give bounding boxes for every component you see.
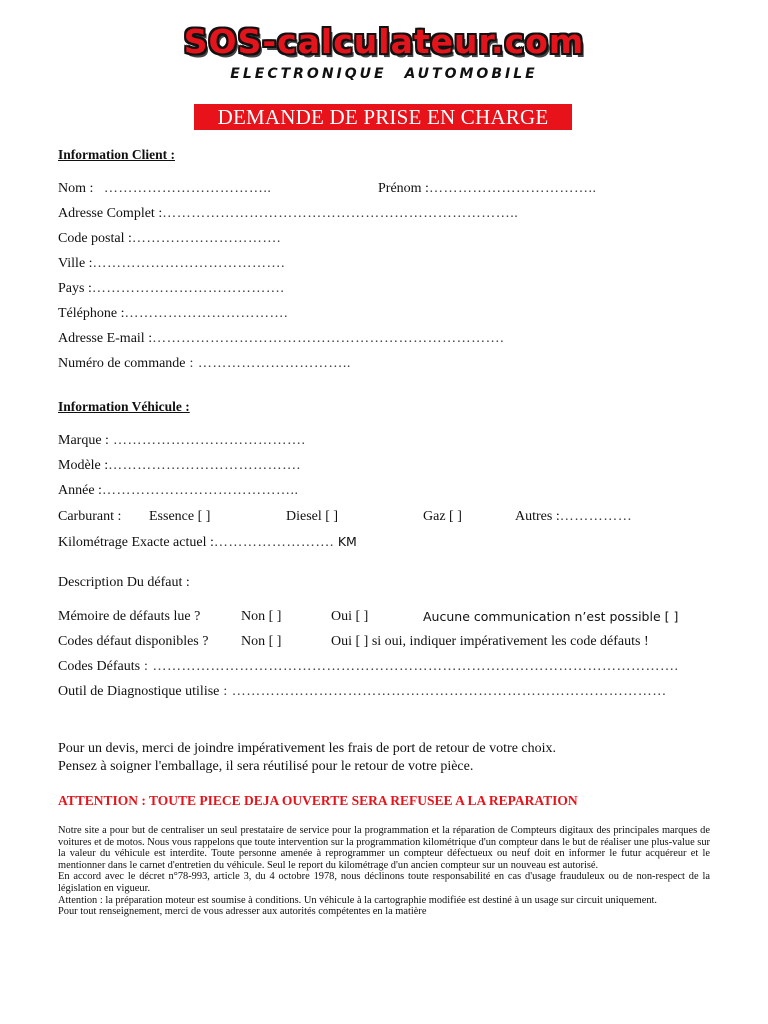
codes-defauts-sep: :	[140, 659, 149, 674]
aucune-communication-checkbox[interactable]: Aucune communication n’est possible [ ]	[423, 609, 679, 624]
memoire-label: Mémoire de défauts lue ?	[58, 609, 201, 624]
ville-field	[58, 256, 285, 272]
memoire-oui-checkbox[interactable]: Oui [ ]	[331, 609, 369, 624]
telephone-field	[58, 306, 288, 322]
codes-defauts-label: Codes Défauts	[58, 659, 141, 674]
autres-label: Autres :	[515, 509, 560, 524]
form-title: DEMANDE DE PRISE EN CHARGE	[194, 104, 572, 130]
outil-sep: :	[219, 684, 228, 699]
marque-dots: ………………………………….	[108, 433, 306, 448]
legal-text	[58, 825, 710, 918]
devis-line-2: Pensez à soigner l'emballage, il sera réutilisé pour le retour de votre pièce.	[58, 759, 474, 774]
email-dots: ……………………………………………………………….	[152, 331, 505, 346]
km-label: Kilométrage Exacte actuel :	[58, 535, 214, 550]
diesel-checkbox[interactable]: Diesel [ ]	[286, 509, 339, 524]
modele-label: Modèle :	[58, 458, 109, 473]
marque-label: Marque :	[58, 433, 109, 448]
adresse-field	[58, 206, 518, 222]
codes-dispo-oui-checkbox[interactable]: Oui [ ] si oui, indiquer impérativement les code défauts !	[331, 634, 649, 649]
modele-field	[58, 458, 301, 474]
code-postal-label: Code postal :	[58, 231, 132, 246]
pays-dots: ………………………………….	[91, 281, 285, 296]
email-label: Adresse E-mail :	[58, 331, 153, 346]
km-unit: KM	[333, 534, 357, 549]
telephone-dots: …………………………….	[124, 306, 288, 321]
legal-paragraph-3: Attention : la préparation moteur est soumise à conditions. Un véhicule à la cartographie modifiée est destiné à un usage sur circuit uniquement.	[58, 894, 658, 906]
code-postal-field	[58, 231, 281, 247]
pays-label: Pays :	[58, 281, 92, 296]
legal-paragraph-2: En accord avec le décret n°78-993, article 3, du 4 octobre 1978, nous déclinons toute responsabilité en cas d'usage frauduleux ou de non-respect de la législation en vigueur.	[58, 871, 710, 894]
annee-label: Année :	[58, 483, 102, 498]
devis-line-1: Pour un devis, merci de joindre impérativement les frais de port de retour de votre choix.	[58, 741, 557, 756]
outil-diagnostique-field	[58, 684, 667, 700]
email-field	[58, 331, 504, 347]
prenom-field	[378, 181, 596, 197]
telephone-label: Téléphone :	[58, 306, 125, 321]
marque-field	[58, 433, 305, 449]
nom-field	[58, 181, 271, 197]
km-field	[58, 534, 357, 551]
ville-dots: ………………………………….	[92, 256, 286, 271]
ville-label: Ville :	[58, 256, 93, 271]
codes-dispo-label: Codes défaut disponibles ?	[58, 634, 209, 649]
codes-dispo-non-checkbox[interactable]: Non [ ]	[241, 634, 282, 649]
description-defaut-label: Description Du défaut :	[58, 575, 190, 590]
prenom-label: Prénom :	[378, 181, 429, 196]
outil-label: Outil de Diagnostique utilise	[58, 684, 220, 699]
pays-field	[58, 281, 284, 297]
logo-subtitle: ELECTRONIQUE AUTOMOBILE	[230, 66, 538, 82]
prenom-dots: ……………………………..	[428, 181, 597, 196]
legal-paragraph-4: Pour tout renseignement, merci de vous adresser aux autorités compétentes en la matière	[58, 906, 427, 918]
carburant-label: Carburant :	[58, 509, 122, 524]
essence-checkbox[interactable]: Essence [ ]	[149, 509, 211, 524]
modele-dots: ………………………………….	[108, 458, 301, 473]
annee-field	[58, 483, 298, 499]
commande-label: Numéro de commande	[58, 356, 186, 371]
commande-sep: :	[185, 356, 194, 371]
site-logo: SOS-calculateur.com	[183, 22, 585, 61]
outil-dots: ………………………………………………………………………………	[227, 684, 667, 699]
client-section-title: Information Client :	[58, 147, 175, 162]
memoire-non-checkbox[interactable]: Non [ ]	[241, 609, 282, 624]
km-dots: …………………….	[213, 535, 334, 550]
nom-label: Nom :	[58, 181, 94, 196]
commande-dots: …………………………..	[193, 356, 351, 371]
gaz-checkbox[interactable]: Gaz [ ]	[423, 509, 462, 524]
commande-field	[58, 356, 351, 372]
codes-defauts-dots: ……………………………………………………………………………………………….	[148, 659, 679, 674]
vehicule-section-title: Information Véhicule :	[58, 399, 190, 414]
legal-paragraph-1: Notre site a pour but de centraliser un seul prestataire de service pour la programmation et la réparation de Compteurs digitaux des principales marques de voitures et de motos. Nous vous rappelons que toute intervention sur la programmation kilométrique d'un compteur dans le but de réaliser une plus-value sur la valeur du véhicule est interdite. Toute personne amenée à reprogrammer un compteur défectueux ou neuf doit en informer le futur acquéreur et le mentionner dans le carnet d'entretien du véhicule. Seul le report du kilométrage d'un ancien compteur sur un nouveau est autorisé.	[58, 825, 710, 871]
codes-defauts-field	[58, 659, 678, 675]
adresse-dots: ………………………………………………………………..	[162, 206, 519, 221]
attention-warning: ATTENTION : TOUTE PIECE DEJA OUVERTE SERA REFUSEE A LA REPARATION	[58, 793, 578, 808]
adresse-label: Adresse Complet :	[58, 206, 163, 221]
autres-dots: ……………	[559, 509, 633, 524]
annee-dots: …………………………………..	[101, 483, 299, 498]
code-postal-dots: ………………………….	[131, 231, 281, 246]
autres-field	[515, 509, 632, 525]
nom-dots: ……………………………..	[103, 181, 272, 196]
